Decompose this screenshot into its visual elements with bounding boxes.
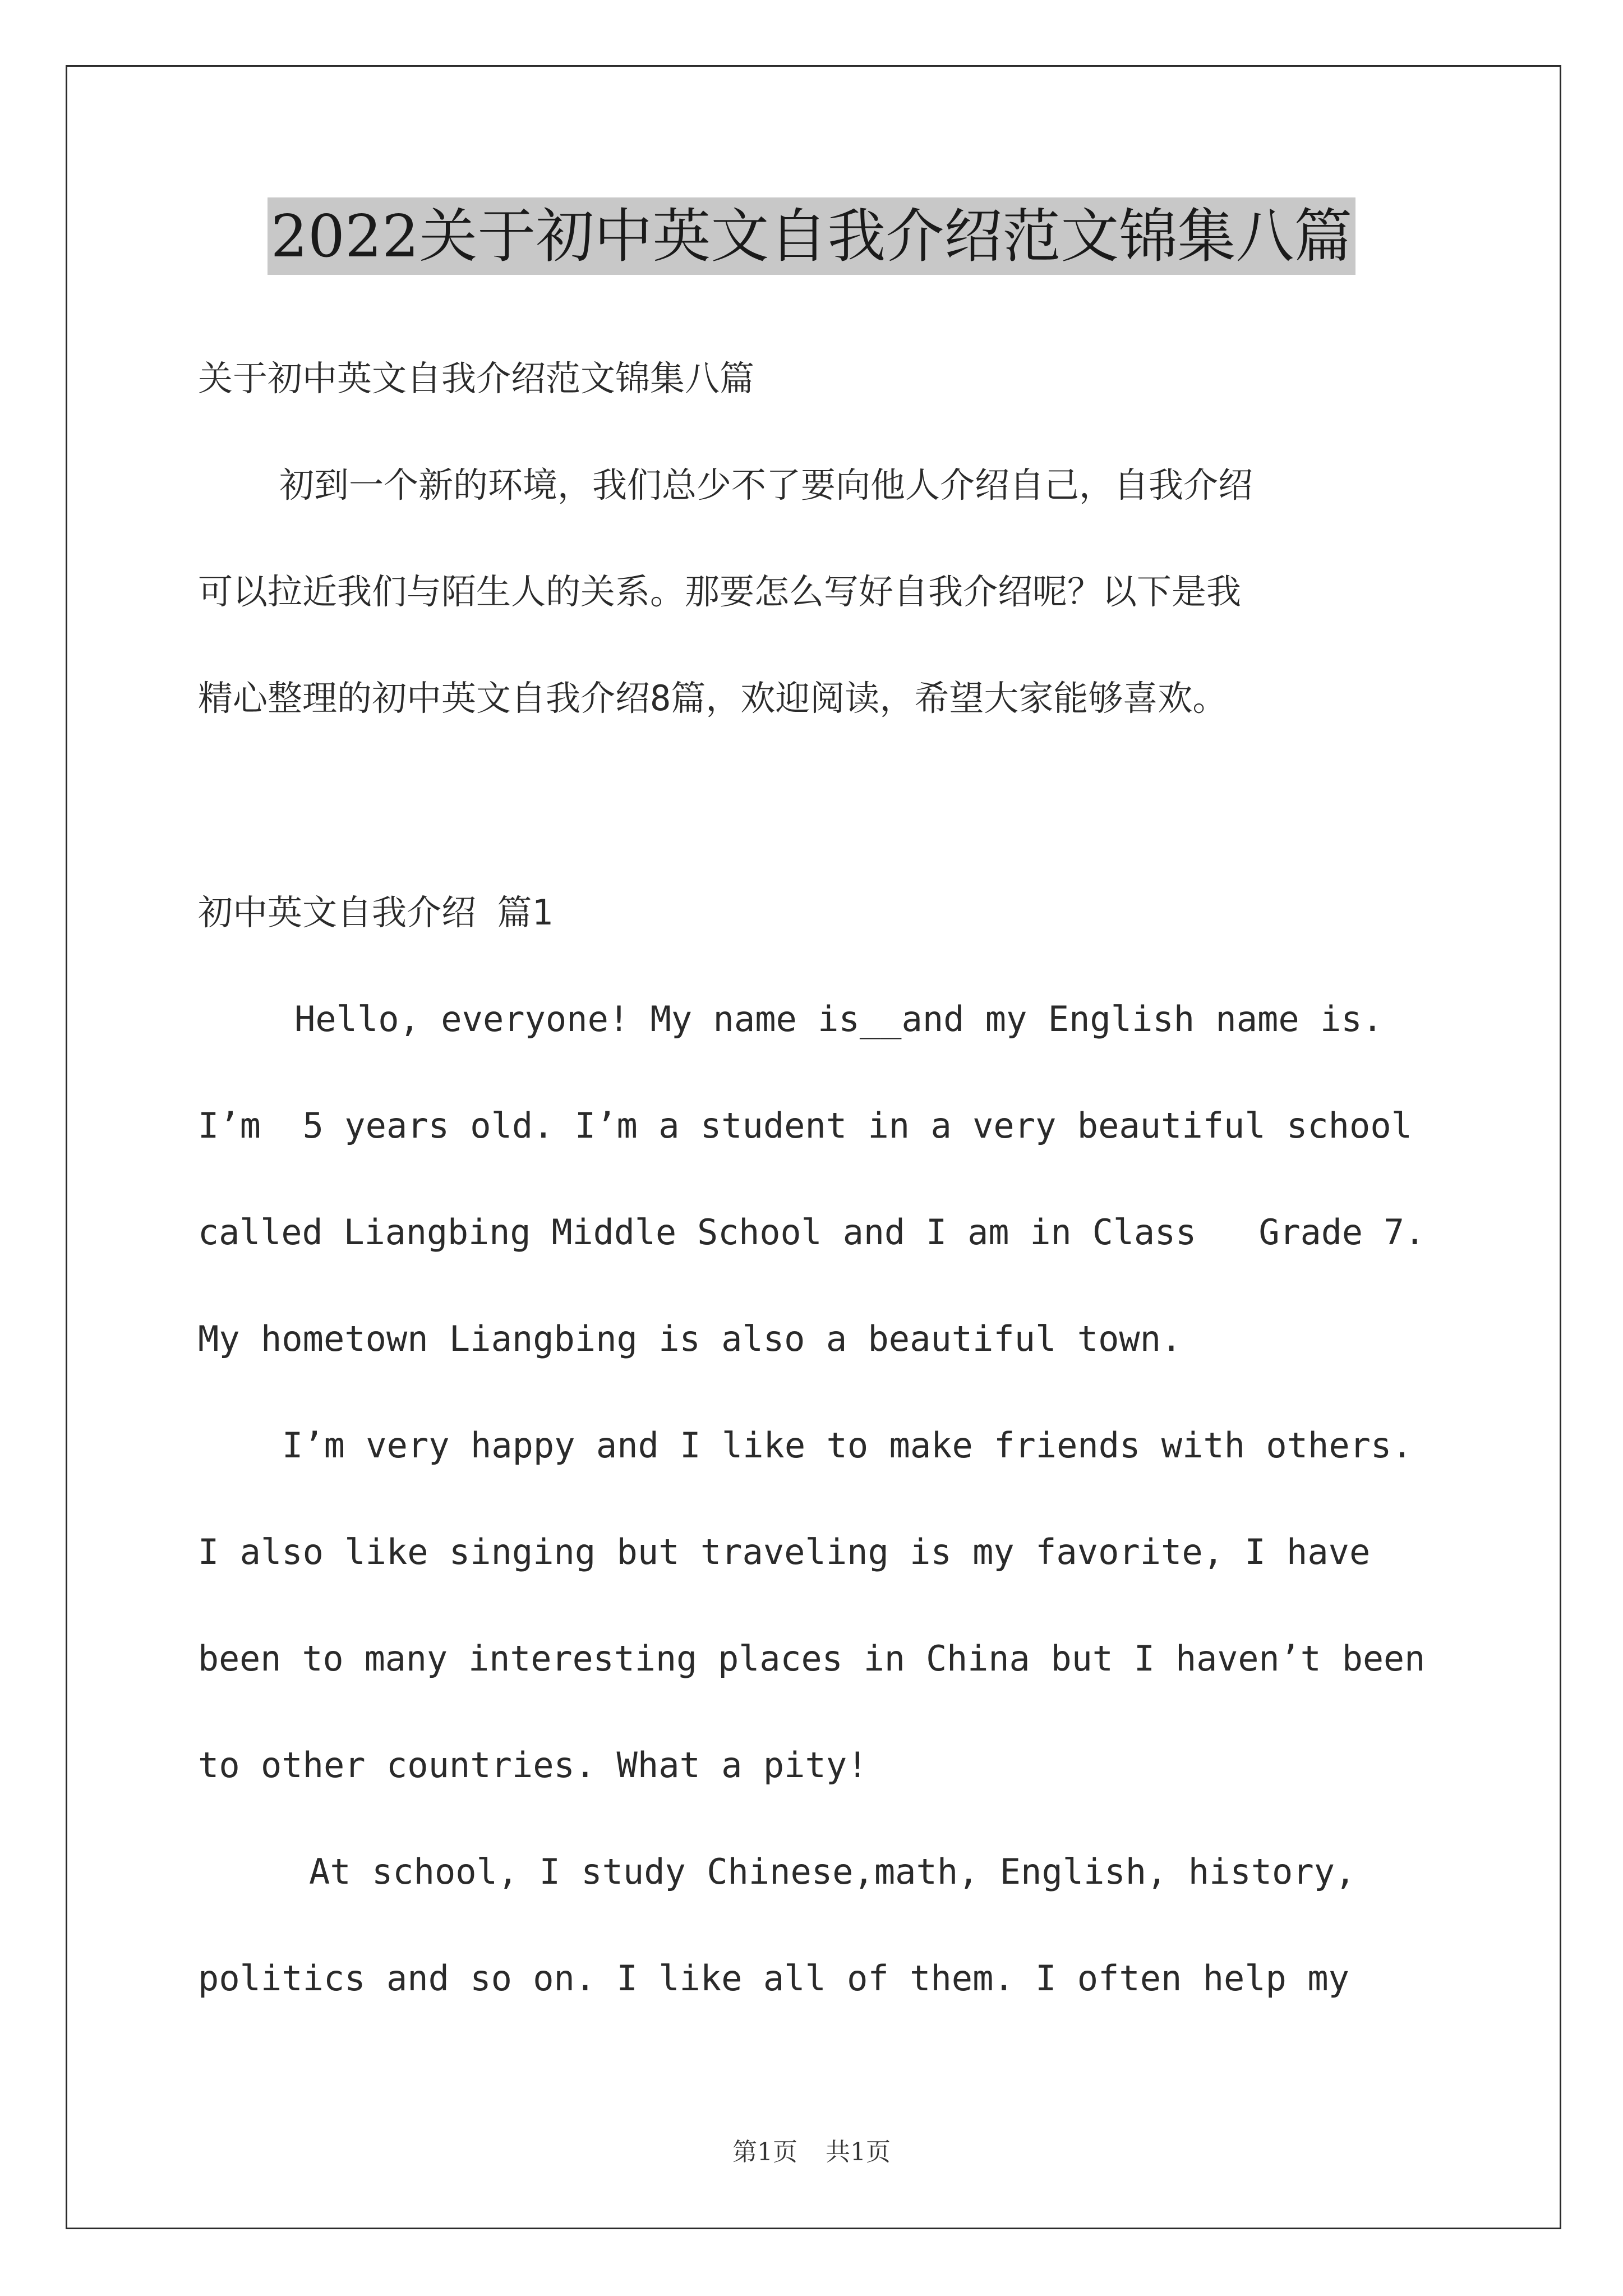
title-container <box>0 197 1623 275</box>
paragraph-line: My hometown Liangbing is also a beautiful town. <box>198 1318 1182 1359</box>
intro-line: 可以拉近我们与陌生人的关系。那要怎么写好自我介绍呢？以下是我 <box>198 571 1242 612</box>
paragraph-line: Hello, everyone! My name is__and my English name is. <box>294 999 1384 1039</box>
paragraph-line: I’m very happy and I like to make friends with others. <box>282 1425 1413 1466</box>
intro-line: 初到一个新的环境，我们总少不了要向他人介绍自己，自我介绍 <box>279 464 1253 505</box>
paragraph-line: called Liangbing Middle School and I am in Class Grade 7. <box>198 1212 1426 1253</box>
paragraph-line: I also like singing but traveling is my favorite, I have <box>198 1531 1371 1572</box>
paragraph-line: At school, I study Chinese,math, English, history, <box>309 1851 1356 1892</box>
page-total: 共1页 <box>826 2138 891 2166</box>
page-footer <box>0 2132 1623 2168</box>
paragraph-line: been to many interesting places in China but I haven’t been <box>198 1638 1426 1679</box>
intro-line: 精心整理的初中英文自我介绍8篇，欢迎阅读，希望大家能够喜欢。 <box>198 678 1228 719</box>
document-subtitle: 关于初中英文自我介绍范文锦集八篇 <box>198 358 755 399</box>
paragraph-line: to other countries. What a pity! <box>198 1745 868 1786</box>
page-number: 第1页 <box>732 2138 797 2166</box>
paragraph-line: politics and so on. I like all of them. I often help my <box>198 1958 1349 1999</box>
section-heading: 初中英文自我介绍 篇1 <box>198 892 553 933</box>
paragraph-line: I’m 5 years old. I’m a student in a very beautiful school <box>198 1105 1412 1146</box>
document-title: 2022关于初中英文自我介绍范文锦集八篇 <box>268 197 1356 275</box>
